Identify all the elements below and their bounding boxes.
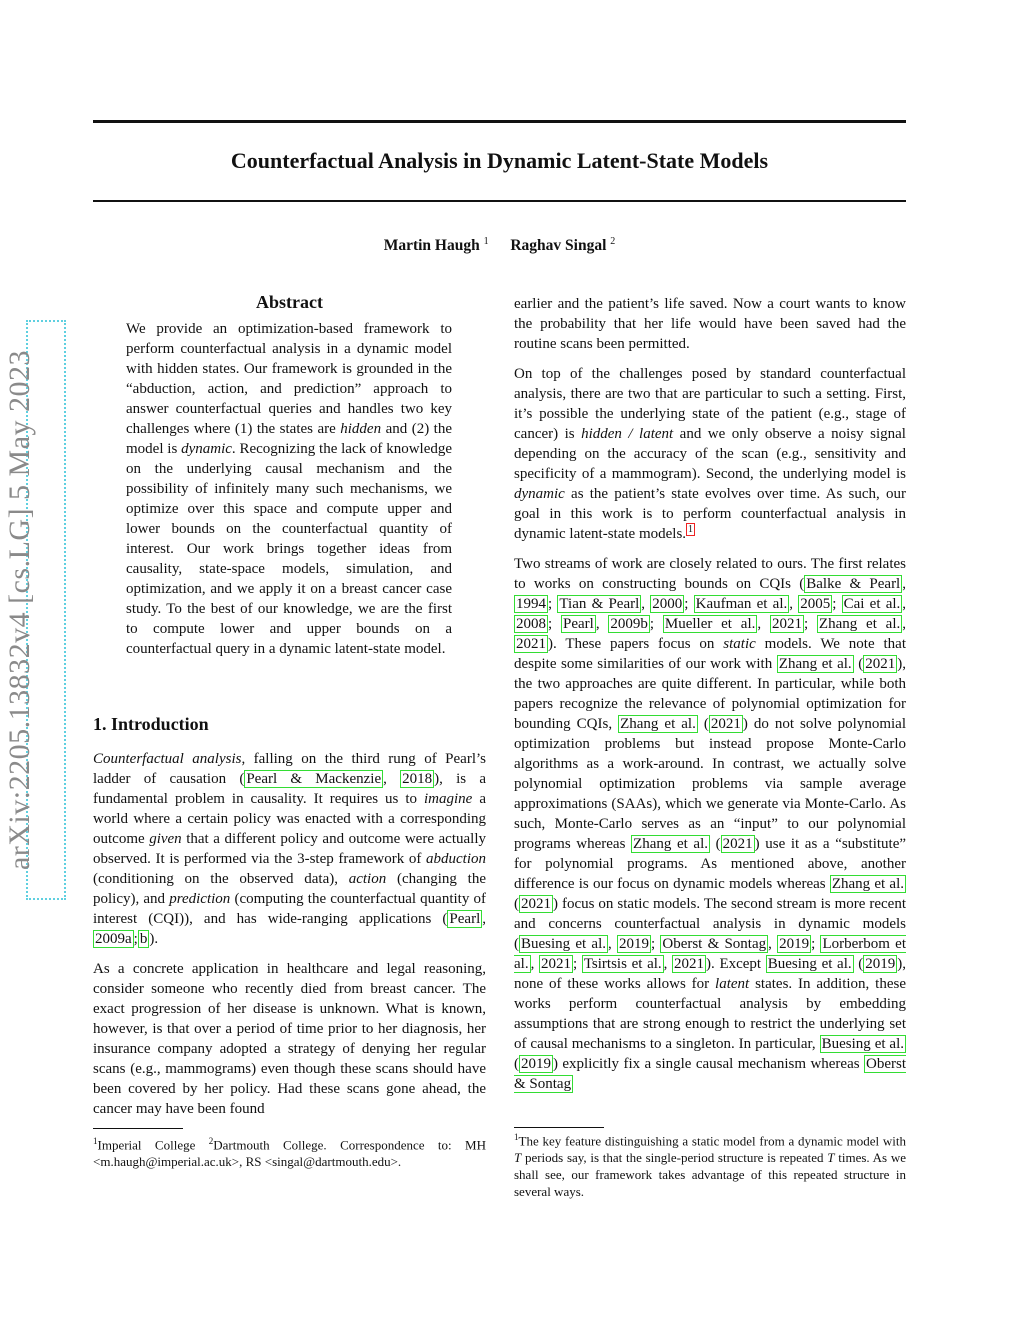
citation-link[interactable]: 2000 (652, 596, 683, 612)
section-heading: 1. Introduction (93, 714, 209, 734)
citation-link[interactable]: 2021 (865, 656, 896, 672)
citation-link[interactable]: 2021 (540, 956, 571, 972)
citation-link[interactable]: 2019 (865, 956, 896, 972)
author-list (93, 236, 906, 255)
paragraph: Two streams of work are closely related to ours. The first relates to works on constructing bounds on CQIs ( Balke & Pearl , 1994 ; Tian & Pearl , 2000 ; Kaufman et al. , 2005 ; Cai et al. , 2008 ; Pearl , 2009b ; Mueller et al. , 2021 ; Zhang et al. , 2021 ). These papers focus on static models. We note that despite some similarities of our work with Zhang et al. ( 2021 ), the two approaches are quite different. In particular, while both papers recognize the relevance of polynomial optimization for bounding CQIs, Zhang et al. ( 2021 ) do not solve polynomial optimization problems but instead propose Monte-Carlo algorithms as a work-around. In contrast, we actually solve polynomial optimization problems via sample average approximations (SAAs), which we generate via Monte-Carlo. As such, Monte-Carlo serves as an “input” to our polynomial programs whereas Zhang et al. ( 2021 ) use it as a “substitute” for polynomial programs. As mentioned above, another difference is our focus on dynamic models whereas Zhang et al. ( 2021 ) focus on static models. The second stream is more recent and concerns counterfactual analysis in dynamic models ( Buesing et al. , 2019 ; Oberst & Sontag , 2019 ; Lorberbom et al. , 2021 ; Tsirtsis et al. , 2021 ). Except Buesing et al. ( 2019 ), none of these works allows for latent states. In addition, these works perform counterfactual analysis by embedding assumptions that are strong enough to restrict the underlying set of causal mechanisms to a singleton. In particular, Buesing et al. ( 2019 ) explicitly fix a single causal mechanism whereas Oberst & Sontag (514, 556, 907, 1092)
author-affiliation-mark: 2 (610, 236, 616, 247)
intro-column-left (93, 749, 486, 1129)
citation-link[interactable]: 2021 (722, 836, 753, 852)
paragraph: earlier and the patient’s life saved. Now a court wants to know the probability that her life would have been saved had the routine scans been permitted. (514, 296, 906, 352)
citation-link[interactable]: Tian & Pearl (559, 596, 640, 612)
paragraph: On top of the challenges posed by standard counterfactual analysis, there are two that are particular to such a setting. First, it’s possible the underlying state of the patient (e.g., stage of cancer) is hidden / latent and we only observe a noisy signal depending on the accuracy of the scan (e.g., sensitivity and specificity of a mammogram). Second, the underlying model is dynamic as the patient’s state evolves over time. As such, our goal in this work is to perform counterfactual analysis in dynamic latent-state models. $^1$ (514, 366, 906, 542)
citation-link[interactable]: 2009b (610, 616, 648, 632)
footnote-1: $^1$The key feature distinguishing a static model from a dynamic model with T periods say, is that the single-period structure is repeated T times. As we shall see, our framework takes advantage of this repeated structure in several ways. (514, 1132, 906, 1200)
citation-link[interactable]: Buesing et al. (821, 1036, 904, 1052)
citation-link[interactable]: Zhang et al. (818, 616, 901, 632)
footnote-link[interactable]: 1 (688, 524, 694, 535)
title-rule-top (93, 120, 906, 123)
citation-link[interactable]: Zhang et al. (831, 876, 904, 892)
citation-link[interactable]: 2005 (800, 596, 831, 612)
citation-link[interactable]: Tsirtsis et al. (583, 956, 662, 972)
citation-link[interactable]: 2019 (618, 936, 649, 952)
citation-link[interactable]: 2019 (521, 1056, 551, 1072)
citation-link[interactable]: 2021 (516, 636, 546, 652)
paragraph: As a concrete application in healthcare and legal reasoning, consider someone who recently died from breast cancer. The exact progression of her disease is unknown. What is known, however, is that over a period of time prior to her diagnosis, her insurance company adopted a strategy of denying her regular scans (e.g., mammograms) even though these scans should have been covered by her policy. Had these scans gone ahead, the cancer may have been found (93, 961, 486, 1117)
citation-link[interactable]: 2008 (516, 616, 546, 632)
title-rule-bottom (93, 200, 906, 202)
footnote-divider (514, 1127, 604, 1128)
citation-link[interactable]: 1994 (516, 596, 546, 612)
citation-link[interactable]: Cai et al. (843, 596, 901, 612)
paper-title: Counterfactual Analysis in Dynamic Latent-State Models (230, 148, 769, 173)
arxiv-stamp: arXiv:2205.13832v4 [cs.LG] 5 May 2023 (3, 349, 36, 871)
citation-link[interactable]: Kaufman et al. (695, 596, 788, 612)
citation-link[interactable]: Pearl & Mackenzie (246, 771, 382, 787)
citation-link[interactable]: Balke & Pearl (806, 576, 901, 592)
citation-link[interactable]: 2021 (710, 716, 741, 732)
citation-link[interactable]: b (139, 931, 148, 947)
citation-link[interactable]: Buesing et al. (521, 936, 606, 952)
citation-link[interactable]: Oberst & Sontag (662, 936, 767, 952)
citation-link[interactable]: 2019 (779, 936, 810, 952)
citation-link[interactable]: 2018 (402, 771, 433, 787)
citation-link[interactable]: 2009a (95, 931, 132, 947)
footnote-divider (93, 1128, 183, 1129)
intro-column-right (514, 294, 906, 1104)
citation-link[interactable]: Pearl (562, 616, 594, 632)
paragraph: Counterfactual analysis, falling on the third rung of Pearl’s ladder of causation ( Pearl & Mackenzie , 2018 ), is a fundamental problem in causality. It requires us to imagine a world where a certain policy was enacted with a corresponding outcome given that a different policy and outcome were actually observed. It is performed via the 3-step framework of abduction (conditioning on the observed data), action (changing the policy), and prediction (computing the counterfactual quantity of interest (CQI)), and has wide-ranging applications ( Pearl , 2009a ; b ). (93, 751, 486, 947)
citation-link[interactable]: 2021 (521, 896, 551, 912)
abstract-body: We provide an optimization-based framework to perform counterfactual analysis in a dynamic model with hidden states. Our framework is grounded in the “abduction, action, and prediction” approach to answer counterfactual queries and handles two key challenges where (1) the states are hidden and (2) the model is dynamic. Recognizing the lack of knowledge on the underlying causal mechanism and the possibility of infinitely many such mechanisms, we optimize over this space and compute upper and lower bounds on the counterfactual quantity of interest. Our work brings together ideas from causality, state-space models, simulation, and optimization, and we apply it on a breast cancer case study. To the best of our knowledge, we are the first to compute lower and upper bounds on a counterfactual query in a dynamic latent-state model. (126, 321, 453, 657)
citation-link[interactable]: 2021 (674, 956, 705, 972)
citation-link[interactable]: Mueller et al. (664, 616, 756, 632)
citation-link[interactable]: Zhang et al. (633, 836, 708, 852)
author-name: Raghav Singal (510, 237, 607, 255)
citation-link[interactable]: Buesing et al. (767, 956, 852, 972)
citation-link[interactable]: Lorberbom et al. (514, 936, 907, 972)
citation-link[interactable]: Pearl (449, 911, 481, 927)
abstract-heading: Abstract (256, 292, 323, 312)
author-name: Martin Haugh (383, 237, 480, 255)
author-affiliation-mark: 1 (483, 236, 489, 247)
footnote-affiliations: $^1$Imperial College $^2$Dartmouth College. Correspondence to: MH <m.haugh@imperial.ac.uk>, RS <singal@dartmouth.edu>. (93, 1136, 486, 1170)
citation-link[interactable]: Zhang et al. (778, 656, 852, 672)
citation-link[interactable]: Oberst & Sontag (514, 1056, 906, 1092)
citation-link[interactable]: 2021 (771, 616, 802, 632)
citation-link[interactable]: Zhang et al. (620, 716, 696, 732)
